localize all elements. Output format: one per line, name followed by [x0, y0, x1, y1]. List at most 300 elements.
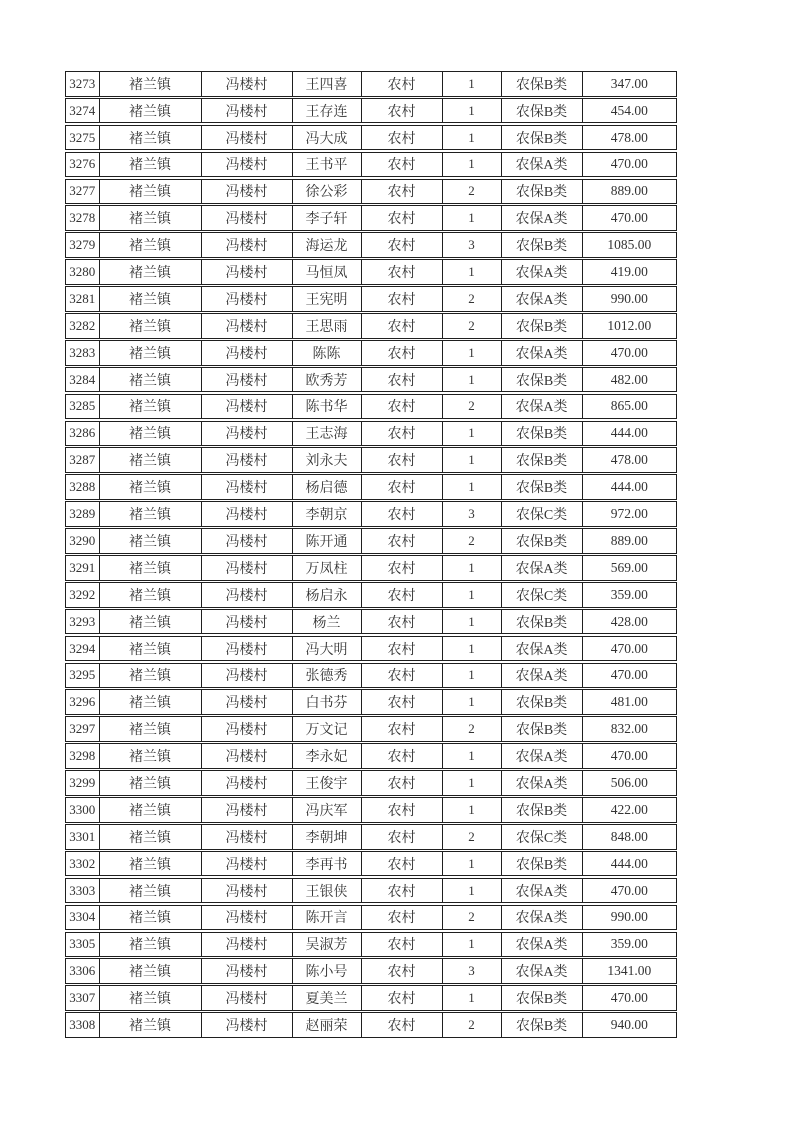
- table-row: [65, 716, 677, 742]
- cell-town: 褚兰镇: [100, 583, 202, 607]
- cell-name: 王俊宇: [293, 771, 362, 795]
- cell-amount: 444.00: [610, 479, 648, 495]
- table-row: [65, 447, 677, 473]
- cell-headcount: 2: [443, 825, 502, 849]
- cell-residence: 农村: [362, 986, 443, 1010]
- cell-village: 冯楼村: [202, 1013, 293, 1037]
- cell-name: 赵丽荣: [293, 1013, 362, 1037]
- cell-category: 农保B类: [502, 986, 583, 1010]
- cell-category: 农保A类: [502, 206, 583, 230]
- cell-town: 褚兰镇: [100, 180, 202, 204]
- cell-residence: 农村: [362, 664, 443, 688]
- cell-category: 农保B类: [502, 852, 583, 876]
- cell-category: 农保B类: [502, 422, 583, 446]
- cell-seq: 3300: [66, 798, 100, 822]
- cell-name: 李朝坤: [293, 825, 362, 849]
- cell-seq: 3298: [66, 744, 100, 768]
- table-row: [65, 474, 677, 500]
- table-row: [65, 905, 677, 931]
- cell-category: 农保A类: [502, 637, 583, 661]
- cell-category: 农保A类: [502, 933, 583, 957]
- cell-amount: 422.00: [610, 801, 648, 817]
- cell-village: 冯楼村: [202, 825, 293, 849]
- cell-village: 冯楼村: [202, 287, 293, 311]
- cell-category: 农保A类: [502, 556, 583, 580]
- cell-residence: 农村: [362, 368, 443, 392]
- cell-village: 冯楼村: [202, 771, 293, 795]
- cell-village: 冯楼村: [202, 475, 293, 499]
- cell-amount: 359.00: [610, 586, 648, 602]
- cell-category: 农保B类: [502, 610, 583, 634]
- cell-category: 农保B类: [502, 529, 583, 553]
- cell-headcount: 1: [443, 422, 502, 446]
- table-row: [65, 367, 677, 393]
- cell-residence: 农村: [362, 798, 443, 822]
- cell-seq: 3276: [66, 153, 100, 177]
- table-row: [65, 179, 677, 205]
- cell-name: 冯庆军: [293, 798, 362, 822]
- cell-town: 褚兰镇: [100, 529, 202, 553]
- cell-headcount: 1: [443, 448, 502, 472]
- cell-headcount: 1: [443, 206, 502, 230]
- cell-seq: 3280: [66, 260, 100, 284]
- cell-town: 褚兰镇: [100, 153, 202, 177]
- cell-seq: 3307: [66, 986, 100, 1010]
- cell-residence: 农村: [362, 126, 443, 150]
- cell-town: 褚兰镇: [100, 825, 202, 849]
- cell-category: 农保A类: [502, 771, 583, 795]
- cell-town: 褚兰镇: [100, 368, 202, 392]
- table-row: [65, 340, 677, 366]
- cell-headcount: 1: [443, 153, 502, 177]
- cell-name: 王四喜: [293, 72, 362, 96]
- cell-name: 欧秀芳: [293, 368, 362, 392]
- cell-category: 农保A类: [502, 959, 583, 983]
- cell-headcount: 1: [443, 771, 502, 795]
- cell-category: 农保B类: [502, 717, 583, 741]
- cell-amount: 470.00: [610, 640, 648, 656]
- cell-village: 冯楼村: [202, 879, 293, 903]
- cell-town: 褚兰镇: [100, 798, 202, 822]
- cell-village: 冯楼村: [202, 368, 293, 392]
- cell-town: 褚兰镇: [100, 690, 202, 714]
- table-row: [65, 689, 677, 715]
- cell-village: 冯楼村: [202, 180, 293, 204]
- table-row: [65, 205, 677, 231]
- cell-amount: 478.00: [610, 129, 648, 145]
- cell-residence: 农村: [362, 771, 443, 795]
- cell-town: 褚兰镇: [100, 206, 202, 230]
- cell-name: 王银侠: [293, 879, 362, 903]
- cell-village: 冯楼村: [202, 233, 293, 257]
- cell-seq: 3293: [66, 610, 100, 634]
- cell-name: 马恒凤: [293, 260, 362, 284]
- table-row: [65, 152, 677, 178]
- cell-residence: 农村: [362, 448, 443, 472]
- cell-headcount: 3: [443, 502, 502, 526]
- cell-name: 冯大明: [293, 637, 362, 661]
- cell-name: 王宪明: [293, 287, 362, 311]
- cell-headcount: 1: [443, 341, 502, 365]
- cell-amount: 832.00: [610, 721, 648, 737]
- cell-residence: 农村: [362, 933, 443, 957]
- cell-amount: 889.00: [610, 532, 648, 548]
- table-row: [65, 125, 677, 151]
- cell-seq: 3286: [66, 422, 100, 446]
- cell-village: 冯楼村: [202, 260, 293, 284]
- cell-seq: 3297: [66, 717, 100, 741]
- cell-town: 褚兰镇: [100, 879, 202, 903]
- cell-amount: 1012.00: [607, 317, 652, 333]
- cell-headcount: 3: [443, 959, 502, 983]
- cell-headcount: 1: [443, 690, 502, 714]
- cell-name: 徐公彩: [293, 180, 362, 204]
- cell-village: 冯楼村: [202, 556, 293, 580]
- cell-amount: 482.00: [610, 371, 648, 387]
- cell-seq: 3294: [66, 637, 100, 661]
- cell-category: 农保A类: [502, 664, 583, 688]
- cell-category: 农保B类: [502, 180, 583, 204]
- table-row: [65, 663, 677, 689]
- cell-category: 农保A类: [502, 744, 583, 768]
- cell-name: 冯大成: [293, 126, 362, 150]
- cell-amount: 359.00: [610, 936, 648, 952]
- cell-seq: 3296: [66, 690, 100, 714]
- cell-town: 褚兰镇: [100, 556, 202, 580]
- cell-name: 王存连: [293, 99, 362, 123]
- cell-category: 农保A类: [502, 287, 583, 311]
- cell-name: 李永妃: [293, 744, 362, 768]
- cell-category: 农保C类: [502, 825, 583, 849]
- cell-village: 冯楼村: [202, 314, 293, 338]
- cell-headcount: 1: [443, 986, 502, 1010]
- cell-seq: 3291: [66, 556, 100, 580]
- cell-amount: 470.00: [610, 990, 648, 1006]
- cell-town: 褚兰镇: [100, 610, 202, 634]
- cell-village: 冯楼村: [202, 126, 293, 150]
- cell-residence: 农村: [362, 717, 443, 741]
- cell-town: 褚兰镇: [100, 126, 202, 150]
- table-row: [65, 98, 677, 124]
- cell-headcount: 2: [443, 314, 502, 338]
- cell-amount: 972.00: [610, 506, 648, 522]
- cell-amount: 865.00: [610, 398, 648, 414]
- cell-residence: 农村: [362, 180, 443, 204]
- cell-town: 褚兰镇: [100, 1013, 202, 1037]
- cell-seq: 3287: [66, 448, 100, 472]
- cell-residence: 农村: [362, 879, 443, 903]
- cell-village: 冯楼村: [202, 153, 293, 177]
- cell-seq: 3303: [66, 879, 100, 903]
- cell-residence: 农村: [362, 744, 443, 768]
- cell-name: 杨兰: [293, 610, 362, 634]
- table-row: [65, 770, 677, 796]
- cell-town: 褚兰镇: [100, 771, 202, 795]
- cell-amount: 428.00: [610, 613, 648, 629]
- cell-amount: 347.00: [610, 75, 648, 91]
- cell-seq: 3308: [66, 1013, 100, 1037]
- cell-residence: 农村: [362, 959, 443, 983]
- cell-residence: 农村: [362, 395, 443, 419]
- cell-category: 农保C类: [502, 583, 583, 607]
- table-row: [65, 259, 677, 285]
- cell-village: 冯楼村: [202, 72, 293, 96]
- cell-village: 冯楼村: [202, 502, 293, 526]
- cell-seq: 3306: [66, 959, 100, 983]
- cell-amount: 470.00: [610, 748, 648, 764]
- cell-village: 冯楼村: [202, 99, 293, 123]
- cell-amount: 444.00: [610, 425, 648, 441]
- cell-town: 褚兰镇: [100, 744, 202, 768]
- cell-village: 冯楼村: [202, 206, 293, 230]
- cell-amount: 470.00: [610, 156, 648, 172]
- cell-headcount: 1: [443, 556, 502, 580]
- cell-seq: 3302: [66, 852, 100, 876]
- cell-category: 农保A类: [502, 395, 583, 419]
- cell-category: 农保B类: [502, 126, 583, 150]
- cell-town: 褚兰镇: [100, 395, 202, 419]
- cell-headcount: 1: [443, 744, 502, 768]
- cell-village: 冯楼村: [202, 664, 293, 688]
- cell-residence: 农村: [362, 72, 443, 96]
- cell-town: 褚兰镇: [100, 986, 202, 1010]
- cell-headcount: 1: [443, 126, 502, 150]
- cell-village: 冯楼村: [202, 717, 293, 741]
- cell-headcount: 1: [443, 637, 502, 661]
- cell-category: 农保A类: [502, 906, 583, 930]
- cell-name: 陈小号: [293, 959, 362, 983]
- cell-amount: 470.00: [610, 882, 648, 898]
- table-row: [65, 528, 677, 554]
- cell-town: 褚兰镇: [100, 664, 202, 688]
- cell-headcount: 1: [443, 583, 502, 607]
- cell-category: 农保A类: [502, 341, 583, 365]
- cell-seq: 3305: [66, 933, 100, 957]
- cell-town: 褚兰镇: [100, 717, 202, 741]
- cell-headcount: 1: [443, 933, 502, 957]
- cell-village: 冯楼村: [202, 583, 293, 607]
- cell-village: 冯楼村: [202, 986, 293, 1010]
- cell-name: 陈开言: [293, 906, 362, 930]
- cell-residence: 农村: [362, 852, 443, 876]
- table-row: [65, 636, 677, 662]
- cell-seq: 3290: [66, 529, 100, 553]
- cell-headcount: 2: [443, 529, 502, 553]
- cell-name: 万文记: [293, 717, 362, 741]
- cell-town: 褚兰镇: [100, 852, 202, 876]
- cell-town: 褚兰镇: [100, 475, 202, 499]
- cell-name: 张德秀: [293, 664, 362, 688]
- cell-town: 褚兰镇: [100, 959, 202, 983]
- cell-category: 农保B类: [502, 314, 583, 338]
- cell-seq: 3275: [66, 126, 100, 150]
- cell-category: 农保C类: [502, 502, 583, 526]
- cell-residence: 农村: [362, 906, 443, 930]
- cell-category: 农保B类: [502, 72, 583, 96]
- cell-name: 王志海: [293, 422, 362, 446]
- cell-category: 农保B类: [502, 448, 583, 472]
- cell-seq: 3278: [66, 206, 100, 230]
- cell-village: 冯楼村: [202, 529, 293, 553]
- cell-residence: 农村: [362, 610, 443, 634]
- cell-town: 褚兰镇: [100, 422, 202, 446]
- cell-residence: 农村: [362, 637, 443, 661]
- table-row: [65, 313, 677, 339]
- cell-amount: 454.00: [610, 102, 648, 118]
- cell-town: 褚兰镇: [100, 502, 202, 526]
- cell-town: 褚兰镇: [100, 933, 202, 957]
- cell-headcount: 1: [443, 368, 502, 392]
- cell-headcount: 2: [443, 287, 502, 311]
- cell-name: 白书芬: [293, 690, 362, 714]
- table-row: [65, 958, 677, 984]
- cell-residence: 农村: [362, 583, 443, 607]
- cell-seq: 3274: [66, 99, 100, 123]
- table-row: [65, 286, 677, 312]
- cell-headcount: 2: [443, 1013, 502, 1037]
- cell-residence: 农村: [362, 1013, 443, 1037]
- table-row: [65, 555, 677, 581]
- cell-town: 褚兰镇: [100, 906, 202, 930]
- cell-town: 褚兰镇: [100, 287, 202, 311]
- cell-amount: 940.00: [610, 1016, 648, 1032]
- cell-village: 冯楼村: [202, 690, 293, 714]
- cell-name: 李朝京: [293, 502, 362, 526]
- cell-amount: 470.00: [610, 210, 648, 226]
- cell-seq: 3292: [66, 583, 100, 607]
- cell-category: 农保B类: [502, 475, 583, 499]
- cell-amount: 478.00: [610, 452, 648, 468]
- cell-name: 陈书华: [293, 395, 362, 419]
- cell-town: 褚兰镇: [100, 314, 202, 338]
- cell-headcount: 2: [443, 906, 502, 930]
- cell-seq: 3299: [66, 771, 100, 795]
- cell-residence: 农村: [362, 475, 443, 499]
- cell-category: 农保B类: [502, 368, 583, 392]
- table-row: [65, 797, 677, 823]
- cell-village: 冯楼村: [202, 637, 293, 661]
- cell-village: 冯楼村: [202, 448, 293, 472]
- cell-village: 冯楼村: [202, 422, 293, 446]
- cell-town: 褚兰镇: [100, 72, 202, 96]
- cell-seq: 3295: [66, 664, 100, 688]
- cell-name: 杨启永: [293, 583, 362, 607]
- cell-town: 褚兰镇: [100, 637, 202, 661]
- cell-headcount: 1: [443, 99, 502, 123]
- cell-seq: 3301: [66, 825, 100, 849]
- cell-amount: 470.00: [610, 344, 648, 360]
- cell-name: 吴淑芳: [293, 933, 362, 957]
- cell-village: 冯楼村: [202, 852, 293, 876]
- cell-amount: 419.00: [610, 264, 648, 280]
- cell-category: 农保B类: [502, 233, 583, 257]
- cell-residence: 农村: [362, 153, 443, 177]
- table-row: [65, 985, 677, 1011]
- cell-amount: 569.00: [610, 559, 648, 575]
- cell-amount: 848.00: [610, 828, 648, 844]
- cell-residence: 农村: [362, 233, 443, 257]
- cell-amount: 990.00: [610, 909, 648, 925]
- cell-town: 褚兰镇: [100, 448, 202, 472]
- cell-headcount: 2: [443, 180, 502, 204]
- cell-name: 王书平: [293, 153, 362, 177]
- cell-amount: 889.00: [610, 183, 648, 199]
- cell-name: 刘永夫: [293, 448, 362, 472]
- cell-name: 李再书: [293, 852, 362, 876]
- cell-headcount: 1: [443, 664, 502, 688]
- cell-name: 陈开通: [293, 529, 362, 553]
- cell-headcount: 1: [443, 798, 502, 822]
- table-row: [65, 851, 677, 877]
- cell-seq: 3285: [66, 395, 100, 419]
- cell-seq: 3304: [66, 906, 100, 930]
- cell-village: 冯楼村: [202, 610, 293, 634]
- table-row: [65, 932, 677, 958]
- cell-village: 冯楼村: [202, 395, 293, 419]
- cell-seq: 3283: [66, 341, 100, 365]
- cell-village: 冯楼村: [202, 933, 293, 957]
- cell-amount: 990.00: [610, 290, 648, 306]
- cell-amount: 1085.00: [607, 237, 652, 253]
- cell-headcount: 1: [443, 72, 502, 96]
- cell-town: 褚兰镇: [100, 260, 202, 284]
- cell-amount: 444.00: [610, 855, 648, 871]
- cell-residence: 农村: [362, 341, 443, 365]
- cell-residence: 农村: [362, 260, 443, 284]
- cell-category: 农保A类: [502, 260, 583, 284]
- cell-category: 农保B类: [502, 690, 583, 714]
- cell-headcount: 2: [443, 717, 502, 741]
- cell-amount: 481.00: [610, 694, 648, 710]
- table-row: [65, 878, 677, 904]
- cell-residence: 农村: [362, 206, 443, 230]
- table-row: [65, 609, 677, 635]
- table-row: [65, 743, 677, 769]
- cell-seq: 3284: [66, 368, 100, 392]
- cell-village: 冯楼村: [202, 744, 293, 768]
- cell-town: 褚兰镇: [100, 341, 202, 365]
- cell-seq: 3281: [66, 287, 100, 311]
- cell-seq: 3277: [66, 180, 100, 204]
- cell-headcount: 1: [443, 852, 502, 876]
- cell-headcount: 3: [443, 233, 502, 257]
- cell-residence: 农村: [362, 825, 443, 849]
- cell-name: 杨启德: [293, 475, 362, 499]
- cell-residence: 农村: [362, 529, 443, 553]
- cell-residence: 农村: [362, 314, 443, 338]
- table-row: [65, 394, 677, 420]
- cell-headcount: 1: [443, 475, 502, 499]
- cell-name: 万凤柱: [293, 556, 362, 580]
- cell-seq: 3279: [66, 233, 100, 257]
- cell-town: 褚兰镇: [100, 233, 202, 257]
- cell-amount: 506.00: [610, 774, 648, 790]
- cell-village: 冯楼村: [202, 341, 293, 365]
- cell-category: 农保A类: [502, 879, 583, 903]
- cell-residence: 农村: [362, 422, 443, 446]
- table-row: [65, 501, 677, 527]
- cell-name: 夏美兰: [293, 986, 362, 1010]
- cell-amount: 1341.00: [607, 963, 652, 979]
- table-row: [65, 421, 677, 447]
- cell-residence: 农村: [362, 502, 443, 526]
- cell-seq: 3282: [66, 314, 100, 338]
- cell-category: 农保B类: [502, 99, 583, 123]
- cell-category: 农保B类: [502, 1013, 583, 1037]
- cell-residence: 农村: [362, 287, 443, 311]
- cell-category: 农保A类: [502, 153, 583, 177]
- cell-residence: 农村: [362, 556, 443, 580]
